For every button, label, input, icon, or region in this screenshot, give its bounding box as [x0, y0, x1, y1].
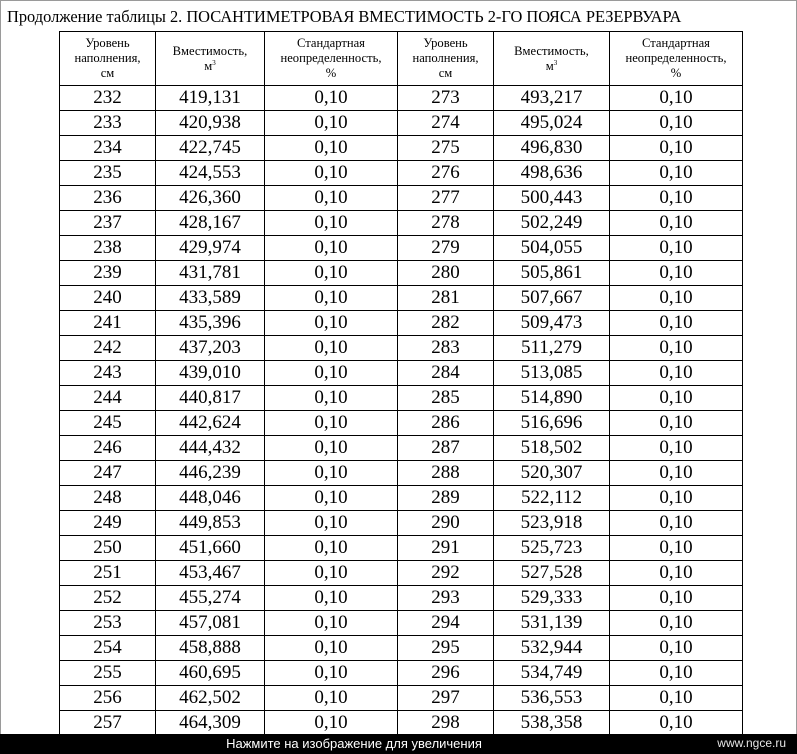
table-cell: 464,309: [156, 711, 265, 736]
table-row: [60, 111, 743, 136]
table-row: [60, 136, 743, 161]
table-cell: 514,890: [494, 386, 610, 411]
table-cell: 244: [60, 386, 156, 411]
table-row: [60, 636, 743, 661]
table-cell: 0,10: [610, 536, 743, 561]
table-cell: 440,817: [156, 386, 265, 411]
table-cell: 0,10: [265, 211, 398, 236]
table-row: [60, 511, 743, 536]
table-row: [60, 211, 743, 236]
table-cell: 448,046: [156, 486, 265, 511]
table-cell: 0,10: [265, 461, 398, 486]
table-row: [60, 236, 743, 261]
table-cell: 250: [60, 536, 156, 561]
table-cell: 234: [60, 136, 156, 161]
table-cell: 0,10: [610, 361, 743, 386]
table-cell: 243: [60, 361, 156, 386]
table-cell: 0,10: [610, 661, 743, 686]
table-cell: 0,10: [610, 486, 743, 511]
table-cell: 0,10: [265, 661, 398, 686]
table-cell: 0,10: [265, 711, 398, 736]
table-cell: 498,636: [494, 161, 610, 186]
table-cell: 505,861: [494, 261, 610, 286]
table-cell: 509,473: [494, 311, 610, 336]
table-title: Продолжение таблицы 2. ПОСАНТИМЕТРОВАЯ ВМЕСТИМОСТЬ 2-ГО ПОЯСА РЕЗЕРВУАРА: [7, 7, 682, 26]
table-cell: 507,667: [494, 286, 610, 311]
table-cell: 0,10: [610, 336, 743, 361]
table-cell: 0,10: [265, 586, 398, 611]
table-cell: 0,10: [610, 561, 743, 586]
table-cell: 0,10: [265, 111, 398, 136]
table-cell: 0,10: [265, 336, 398, 361]
table-cell: 245: [60, 411, 156, 436]
table-cell: 0,10: [265, 261, 398, 286]
table-row: [60, 336, 743, 361]
table-cell: 502,249: [494, 211, 610, 236]
table-cell: 460,695: [156, 661, 265, 686]
table-row: [60, 711, 743, 736]
table-cell: 420,938: [156, 111, 265, 136]
table-cell: 424,553: [156, 161, 265, 186]
table-cell: 0,10: [265, 686, 398, 711]
header-fill-level-2: Уровень наполнения, см: [398, 32, 494, 86]
table-cell: 500,443: [494, 186, 610, 211]
table-row: [60, 461, 743, 486]
table-cell: 442,624: [156, 411, 265, 436]
table-cell: 496,830: [494, 136, 610, 161]
table-cell: 294: [398, 611, 494, 636]
table-cell: 249: [60, 511, 156, 536]
table-cell: 531,139: [494, 611, 610, 636]
table-cell: 290: [398, 511, 494, 536]
table-cell: 518,502: [494, 436, 610, 461]
table-cell: 0,10: [265, 311, 398, 336]
table-cell: 0,10: [610, 636, 743, 661]
table-cell: 240: [60, 286, 156, 311]
table-cell: 511,279: [494, 336, 610, 361]
table-cell: 0,10: [610, 611, 743, 636]
table-cell: 286: [398, 411, 494, 436]
table-cell: 0,10: [610, 311, 743, 336]
table-cell: 426,360: [156, 186, 265, 211]
table-cell: 433,589: [156, 286, 265, 311]
table-cell: 253: [60, 611, 156, 636]
table-cell: 0,10: [610, 111, 743, 136]
table-cell: 284: [398, 361, 494, 386]
header-capacity-2: Вместимость, $м^3$: [494, 32, 610, 86]
table-cell: 233: [60, 111, 156, 136]
table-row: [60, 411, 743, 436]
table-cell: 0,10: [610, 686, 743, 711]
table-cell: 278: [398, 211, 494, 236]
table-cell: 0,10: [610, 286, 743, 311]
table-cell: 285: [398, 386, 494, 411]
table-cell: 0,10: [265, 361, 398, 386]
header-uncertainty-1: Стандартная неопределенность, %: [265, 32, 398, 86]
table-cell: 276: [398, 161, 494, 186]
table-cell: 0,10: [610, 261, 743, 286]
table-cell: 451,660: [156, 536, 265, 561]
table-cell: 0,10: [610, 411, 743, 436]
table-cell: 0,10: [265, 386, 398, 411]
table-row: [60, 286, 743, 311]
table-cell: 0,10: [265, 161, 398, 186]
table-cell: 0,10: [265, 236, 398, 261]
table-cell: 525,723: [494, 536, 610, 561]
enlarge-link[interactable]: Нажмите на изображение для увеличения: [226, 736, 482, 751]
table-cell: 275: [398, 136, 494, 161]
table-cell: 437,203: [156, 336, 265, 361]
table-row: [60, 661, 743, 686]
table-cell: 435,396: [156, 311, 265, 336]
table-cell: 0,10: [265, 186, 398, 211]
table-cell: 0,10: [610, 586, 743, 611]
table-cell: 241: [60, 311, 156, 336]
table-cell: 0,10: [265, 511, 398, 536]
table-cell: 444,432: [156, 436, 265, 461]
table-cell: 277: [398, 186, 494, 211]
table-cell: 0,10: [610, 211, 743, 236]
table-cell: 293: [398, 586, 494, 611]
table-cell: 289: [398, 486, 494, 511]
table-cell: 0,10: [265, 611, 398, 636]
table-row: [60, 486, 743, 511]
table-row: [60, 86, 743, 111]
table-cell: 522,112: [494, 486, 610, 511]
table-cell: 536,553: [494, 686, 610, 711]
table-row: [60, 536, 743, 561]
table-cell: 0,10: [265, 411, 398, 436]
table-cell: 538,358: [494, 711, 610, 736]
table-cell: 248: [60, 486, 156, 511]
table-cell: 0,10: [265, 636, 398, 661]
table-cell: 457,081: [156, 611, 265, 636]
table-cell: 0,10: [265, 561, 398, 586]
table-cell: 242: [60, 336, 156, 361]
table-cell: 439,010: [156, 361, 265, 386]
table-cell: 235: [60, 161, 156, 186]
table-cell: 282: [398, 311, 494, 336]
table-cell: 257: [60, 711, 156, 736]
site-link[interactable]: www.ngce.ru: [717, 736, 786, 750]
table-cell: 239: [60, 261, 156, 286]
table-cell: 0,10: [265, 486, 398, 511]
table-row: [60, 361, 743, 386]
table-cell: 428,167: [156, 211, 265, 236]
table-cell: 255: [60, 661, 156, 686]
table-cell: 256: [60, 686, 156, 711]
table-cell: 527,528: [494, 561, 610, 586]
table-cell: 298: [398, 711, 494, 736]
table-cell: 431,781: [156, 261, 265, 286]
table-cell: 0,10: [610, 186, 743, 211]
table-cell: 254: [60, 636, 156, 661]
table-row: [60, 186, 743, 211]
table-cell: 449,853: [156, 511, 265, 536]
table-cell: 0,10: [265, 136, 398, 161]
table-cell: 297: [398, 686, 494, 711]
table-cell: 516,696: [494, 411, 610, 436]
table-cell: 274: [398, 111, 494, 136]
table-row: [60, 686, 743, 711]
table-row: [60, 611, 743, 636]
table-cell: 446,239: [156, 461, 265, 486]
table-cell: 429,974: [156, 236, 265, 261]
table-cell: 422,745: [156, 136, 265, 161]
table-cell: 0,10: [610, 86, 743, 111]
table-cell: 238: [60, 236, 156, 261]
table-cell: 534,749: [494, 661, 610, 686]
table-cell: 280: [398, 261, 494, 286]
table-cell: 453,467: [156, 561, 265, 586]
table-row: [60, 436, 743, 461]
table-cell: 236: [60, 186, 156, 211]
capacity-table: [59, 31, 743, 736]
footer-bar: [0, 734, 797, 754]
table-cell: 296: [398, 661, 494, 686]
table-cell: 523,918: [494, 511, 610, 536]
header-fill-level-1: Уровень наполнения, см: [60, 32, 156, 86]
table-cell: 455,274: [156, 586, 265, 611]
header-capacity-1: Вместимость, $м^3$: [156, 32, 265, 86]
table-cell: 532,944: [494, 636, 610, 661]
table-cell: 458,888: [156, 636, 265, 661]
table-cell: 251: [60, 561, 156, 586]
table-row: [60, 386, 743, 411]
table-cell: 287: [398, 436, 494, 461]
table-cell: 283: [398, 336, 494, 361]
table-header-row: [60, 32, 743, 86]
table-cell: 520,307: [494, 461, 610, 486]
table-row: [60, 161, 743, 186]
table-cell: 237: [60, 211, 156, 236]
table-cell: 291: [398, 536, 494, 561]
table-cell: 0,10: [610, 511, 743, 536]
table-cell: 0,10: [610, 461, 743, 486]
table-cell: 529,333: [494, 586, 610, 611]
table-cell: 0,10: [610, 711, 743, 736]
table-cell: 292: [398, 561, 494, 586]
table-cell: 419,131: [156, 86, 265, 111]
table-cell: 495,024: [494, 111, 610, 136]
table-cell: 493,217: [494, 86, 610, 111]
table-cell: 513,085: [494, 361, 610, 386]
table-cell: 504,055: [494, 236, 610, 261]
header-uncertainty-2: Стандартная неопределенность, %: [610, 32, 743, 86]
table-cell: 0,10: [265, 86, 398, 111]
table-cell: 0,10: [610, 161, 743, 186]
table-cell: 0,10: [265, 536, 398, 561]
table-cell: 0,10: [610, 386, 743, 411]
table-row: [60, 586, 743, 611]
table-cell: 295: [398, 636, 494, 661]
table-cell: 279: [398, 236, 494, 261]
table-cell: 246: [60, 436, 156, 461]
table-row: [60, 311, 743, 336]
table-row: [60, 261, 743, 286]
table-cell: 288: [398, 461, 494, 486]
table-cell: 252: [60, 586, 156, 611]
table-cell: 273: [398, 86, 494, 111]
table-cell: 0,10: [610, 236, 743, 261]
table-cell: 462,502: [156, 686, 265, 711]
table-cell: 247: [60, 461, 156, 486]
table-cell: 0,10: [265, 286, 398, 311]
table-cell: 232: [60, 86, 156, 111]
table-row: [60, 561, 743, 586]
table-cell: 0,10: [265, 436, 398, 461]
table-cell: 0,10: [610, 136, 743, 161]
table-cell: 0,10: [610, 436, 743, 461]
table-cell: 281: [398, 286, 494, 311]
